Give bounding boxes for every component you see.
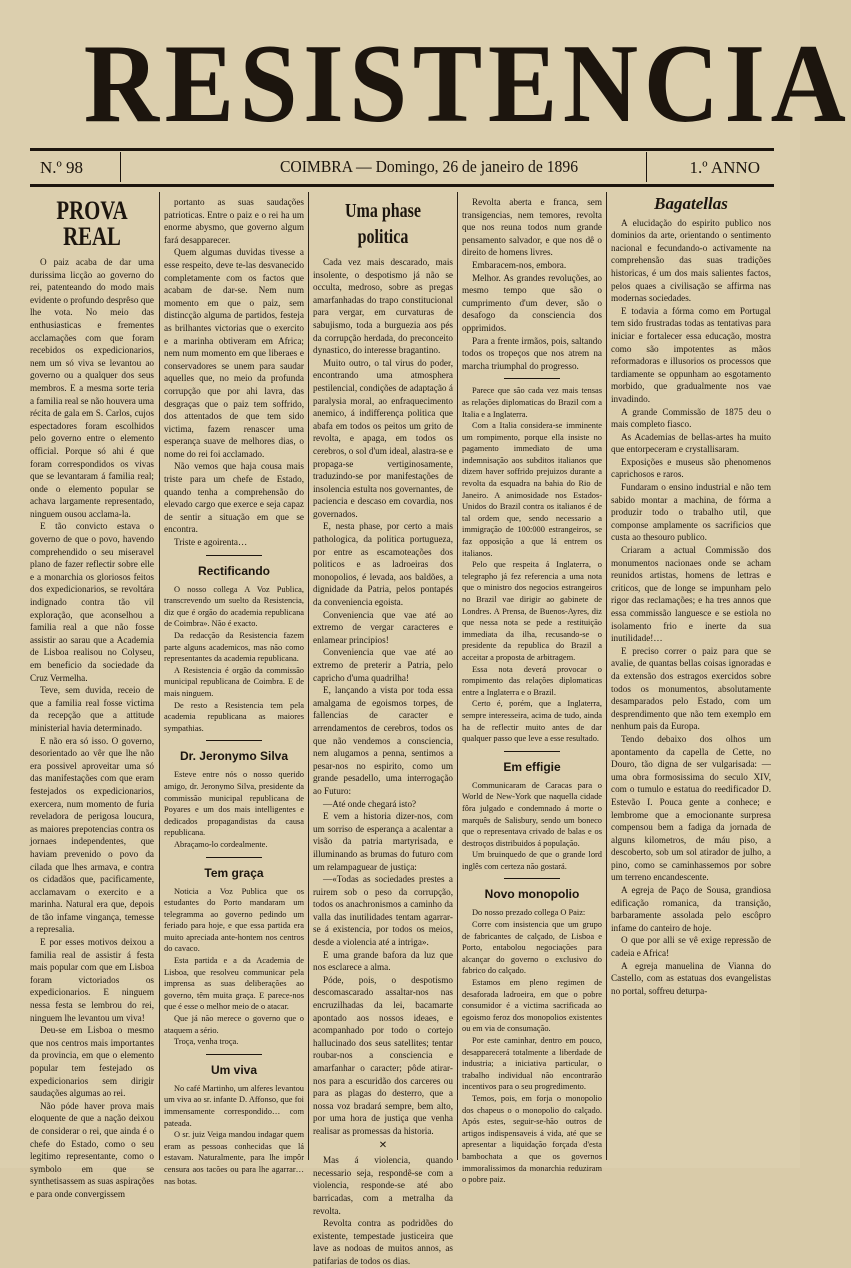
dateline <box>30 152 774 182</box>
paragraph: Que já não merece o governo que o ataquem a sério. <box>164 1014 304 1035</box>
paragraph: —Até onde chegará isto? <box>323 798 417 809</box>
paragraph: E por esses motivos deixou a familia real de assistir á festa mais popular com que em Lisboa foram victoriados os expedicionarios. E ninguem nessa festa se lembrou do rei, ninguem lhe levantou um viva! <box>30 937 154 1023</box>
column-divider <box>308 192 309 1160</box>
paragraph: A egreja manuelina de Vianna do Castello, com as estatuas dos evangelistas no portal, soffreu deturpa- <box>611 960 771 996</box>
paragraph: Muito outro, o tal virus do poder, encontrando uma atmosphera pestilencial, condições de adaptação á paralysia moral, ao enfraquecimento anemico, á indifferença politica que abafa em todos os peitos um grito de revolta, e apaga, em todos os cerebros, o sol d'um ideal, alastra-se e propaga-se vertiginosamente, traduzindo-se por manifestações de insolencia estulta nos governantes, de paciencia e descaso em covardia, nos governados. <box>313 357 453 519</box>
section-intro: Do nosso prezado collega O Paiz: <box>472 908 586 918</box>
paragraph: portanto as suas saudações patrioticas. Entre o paiz e o rei ha um enorme abysmo, que governo algum fará desapparecer. <box>164 197 304 245</box>
paragraph: Esteve entre nós o nosso querido amigo, dr. Jeronymo Silva, presidente da commissão municipal republicana de Poyares e um dos mais intelligentes e dedicados propagandistas da causa republicana. <box>164 770 304 838</box>
dateline-divider <box>120 152 121 182</box>
paragraph: A Resistencia é orgão da commissão municipal republicana de Coimbra. E de mais ninguem. <box>164 665 304 698</box>
section-heading: Em effigie <box>503 759 561 774</box>
section-divider <box>206 857 262 858</box>
paragraph: Essa nota deverá provocar o rompimento das relações diplomaticas entre a Inglaterra e o Brazil. <box>462 664 602 697</box>
paragraph: Deu-se em Lisboa o mesmo que nos centros mais importantes da provincia, em que o elemento popular tem festejado os expedicionarios sem dirigir saudações algumas ao rei. <box>30 1025 154 1099</box>
paragraph: Da redacção da Resistencia fazem parte alguns academicos, mas não como representantes da academia republicana. <box>164 631 304 664</box>
paragraph: Estamos em pleno regimen de desaforada ladroeira, em que o pobre consumidor é a victima sacrificada ao egoismo feroz dos monopolios existentes ou em via de consumação. <box>462 978 602 1034</box>
paragraph: Teve, sem duvida, receio de que a familia real fosse victima da recepção que a attitude ministerial havia determinado. <box>30 685 154 733</box>
section-heading: Rectificando <box>197 563 270 578</box>
paragraph: Corre com insistencia que um grupo de fabricantes de calçado, de Lisboa e Porto, entabolou negociações para alcançar do governo o exclusivo do fabrico do calçado. <box>462 920 602 976</box>
paragraph: Não vemos que haja cousa mais triste para um chefe de Estado, quando tenha a comprehensão do elevado cargo que exerce e seja capaz de sentir a situação em que se encontra. <box>164 461 304 535</box>
paragraph: Para a frente irmãos, pois, saltando todos os tropeços que nos atrem na marcha triumphal do progresso. <box>462 335 602 371</box>
paragraph: E, lançando a vista por toda essa amalgama de egoismos torpes, de fallencias de caracter e arrendamentos de cerebros, todos os que não vendemos a consciencia, nem alugamos a penna, sentimos a pesar-nos no espirito, como um grande pesadello, uma interrogação ao Futuro: <box>313 685 453 796</box>
paragraph: Tendo debaixo dos olhos um apontamento da capella de Cette, no Douro, tão digna de ser vulgarisada: —uma obra formosissima do seculo XIV, com o tumulo e estatua do reedificador D. Estevão I. Pouca gente a conhece; e lembrome que a emocionante surpresa compensou bem a fadiga da jornada de alguns kilometros, de máu piso, a descoberto, sob um sol atirador de julho, a pino, como se caminhassemos por sobre um terreno encandescente. <box>611 733 771 883</box>
paragraph: E não era só isso. O governo, desorientado ao vêr que lhe não era possivel aproveitar uma só das manifestações com que eram festejados os expedicionarios, exercera, num momento de furia reveladora de perigosa loucura, as maiores prepotencias contra os jornaes independentes, que haviam prevenido o povo da cilada que lhes armava, e contra os cidadãos que, pacificamente, acclamavam o exercito e a marinha. Natural era que, depois de tão infame vingança, temesse a represalia. <box>30 735 154 935</box>
paragraph: Abraçamo-lo cordealmente. <box>174 839 268 849</box>
paragraph: A grande Commissão de 1875 deu o mais completo fiasco. <box>611 406 771 430</box>
paragraph: O que por alli se vê exige repressão de cadeia e Africa! <box>611 935 771 959</box>
paragraph: Revolta contra as podridões do existente, tempestade justiceira que lave as nodoas de muitos annos, as patifarias de todos os dias. <box>313 1218 453 1266</box>
article-heading: PROVA REAL <box>56 196 128 251</box>
paragraph: Certo é, porém, que a Inglaterra, sempre interesseira, acima de tudo, ainda ha de reflectir muito antes de dar qualquer passo que leve a esse resultado. <box>462 699 602 744</box>
paragraph: Quem algumas duvidas tivesse a esse respeito, deve te-las desvanecido completamente com os factos que acabam de dar-se. Nem num momento em que o paiz, sem distincção alguma de partidos, festeja as brilhantes victorias que o exercito e a marinha obtiveram em Africa; nem num momento em que liberaes e conservadores se unem para saudar aquelles que, no meio da profunda corrupção que por ahi lavra, das desgraças que o paiz tem soffrido, dos attentados de que tem sido victima, fazem renascer uma esperança suave de melhores dias, o nome do rei foi acclamado. <box>164 247 304 459</box>
column-4 <box>462 196 602 1185</box>
article-heading: Uma phase politica <box>344 200 421 248</box>
section-divider <box>504 878 560 879</box>
article-uma-phase-politica <box>313 196 453 1266</box>
paragraph: O nosso collega A Voz Publica, transcrevendo um suelto da Resistencia, diz que é orgão do academia republicana de Coimbra». Não é exacto. <box>164 584 304 629</box>
paragraph: Embaracem-nos, embora. <box>472 259 567 270</box>
column-divider <box>457 192 458 1160</box>
paragraph: Com a Italia considera-se imminente um rompimento, porque ella insiste no pagamento immediato de uma indemnisação aos subditos italianos que dizem haver soffrido prejuizos durante a revolta da esquadra na bahia do Rio de Janeiro. A animosidade nos Estados-Unidos do Brazil contra os italianos é de tal ordem que, sendo necessario a immigração de 100:000 estrangeiros, se faz opposição a que lá entrem os italianos. <box>462 421 602 558</box>
paragraph: Triste e agoirenta… <box>174 537 248 548</box>
paragraph: Mas á violencia, quando necessario seja, respondê-se com a violencia, responde-se até abo barricadas, com a metralha da revolta. <box>313 1155 453 1216</box>
section-heading: Novo monopolio <box>484 887 580 902</box>
header-rule-top <box>30 148 774 151</box>
paragraph: Póde, pois, o despotismo descomascarado assaltar-nos nas encruzilhadas da lei, bacamarte apontado aos nossos ideaes, e acompanhado por todo o cortejo hallucinado dos seus satellites; tentar roubar-nos a consciencia e amarfanhar o caracter; pôde atirar-nos para a escuridão dos carceres ou para as plagas do desterro, que a nossa voz bradará sempre, bem alto, por uma hora de justiça que venha realisar as promessas da historia. <box>313 974 453 1136</box>
paragraph: Communicaram de Caracas para o World de New-York que naquella cidade fôra julgado e condemnado á morte o marquês de Salisbury, sendo um boneco que o representava crivado de balas e os destroços distribuidos á população. <box>462 780 602 848</box>
volume-year: 1.º ANNO <box>689 158 760 177</box>
paragraph: O sr. juiz Veiga mandou indagar quem eram as pessoas conhecidas que lá estavam. Naturalmente, para lhe impôr censura aos tacões ou para lhe agarrar… nas botas. <box>164 1130 304 1186</box>
paragraph: Parece que são cada vez mais tensas as relações diplomaticas do Brazil com a Italia e a Inglaterra. <box>462 386 602 419</box>
paragraph: Revolta aberta e franca, sem transigencias, nem temores, revolta que nos reuna todos num grande pensamento salvador, e que nos dê o direito de homens livres. <box>462 197 602 258</box>
paragraph: Por este caminhar, dentro em pouco, desapparecerá totalmente a liberdade de industria; a iniciativa particular, o trabalho individual não encontrarão incentivos para o seu progredimento. <box>462 1036 602 1092</box>
paragraph: E preciso correr o paiz para que se avalie, de quantas bellas coisas ignoradas e da extensão dos estragos exercidos sobre todos os monumentos, absolutamente desamparados pelo Estado, com um desprendimento que não tem exemplo em nenhum pais da Europa. <box>611 645 771 732</box>
paragraph: A egreja de Paço de Sousa, grandiosa edificação romanica, da transição, barbaramente assolada pelo escôpro infame do canteiro de hoje. <box>611 885 771 933</box>
column-divider <box>159 192 160 1160</box>
section-ornament: ✕ <box>378 1139 388 1151</box>
paragraph: O paiz acaba de dar uma durissima licção ao governo do rei, patenteando do modo mais evidente o profundo desprêso que lhe vota. No meio das enthusiasticas e frementes acclamações com que foram recebidos os expedicionarios, nem um só viva se levantou ao governo ou a qualquer dos seus membros. E a mesma sorte teria a familia real se não houvera uma récita de gala em S. Carlos, cujos espectadores foram escolhidos pelo governo entre o elemento official. Porque só ahi é que foram correspondidos os vivas que se levantaram á familia real; onde o elemento popular se achava largamente representado, ninguem ousou acclama-la. <box>30 257 154 519</box>
paragraph: —«Todas as sociedades prestes a ruirem sob o peso da corrupção, todos os anachronismos a caminho da valla das inutilidades tentam agarrar-se á existencia, por todos os meios, desde a violencia até a intriga». <box>313 874 453 948</box>
paragraph: Esta partida e a da Academia de Lisboa, que resolveu communicar pela imprensa as suas deliberações ao governo, têm muita graça. E parece-nos que é esse o melhor meio de o atacar. <box>164 956 304 1012</box>
paragraph: A elucidação do espirito publico nos dominios da arte, orientando o sentimento nacional e fecundando-o activamente na comprehensão das suas tradições historicas, é um dos mais salientes factos, pelos quaes a civilisação se affirma nas modernas sociedades. <box>611 217 771 304</box>
paragraph: Exposições e museus são phenomenos caprichosos e raros. <box>611 456 771 480</box>
article-heading: Bagatellas <box>654 194 728 213</box>
paragraph: E vem a historia dizer-nos, com um sorriso de esperança a acalentar a visão da patria martyrisada, e illuminando as brumas do futuro com um relampaguear de justiça: <box>313 811 453 872</box>
column-divider <box>606 192 607 1160</box>
section-heading: Tem graça <box>204 865 264 880</box>
section-heading: Um viva <box>210 1062 258 1077</box>
paragraph: Temos, pois, em forja o monopolio dos chapeus o o monopolio do calçado. Após estes, seguir-se-hão outros de artigos indispensaveis á vida, até que se apresentar a liquidação forçada d'esta bambochata a que os governos immoralissimos da monarchia reduziram o pobre paiz. <box>462 1093 602 1185</box>
paragraph: Um bruinquedo de que o grande lord inglês com certeza não gostará. <box>462 850 602 871</box>
masthead-title: RESISTENCIA <box>83 22 851 146</box>
paragraph: No café Martinho, um alferes levantou um viva ao sr. infante D. Affonso, que foi immensamente correspondido… com pateada. <box>164 1083 304 1128</box>
paragraph: Pelo que respeita á Inglaterra, o telegrapho já fez referencia a uma nota que o ministro dos negocios estrangeiros no Brazil vae dirigir ao gabinete de Londres. A Prensa, de Buenos-Ayres, diz que nessa nota se pede a restituição immediata da ilha, recusando-se o presidente da republica do Brazil a acceitar a proposta de arbitragem. <box>462 560 602 662</box>
paragraph: Conveniencia que vae até ao extremo de preterir a Patria, pelo capricho d'uma quadrilha! <box>313 647 453 683</box>
section-divider <box>206 555 262 556</box>
issue-number: N.º 98 <box>40 158 84 177</box>
paragraph: Conveniencia que vae até ao extremo de vergar caracteres e enlamear principios! <box>313 609 453 645</box>
article-prova-real <box>30 196 154 1199</box>
paragraph: De resto a Resistencia tem pela academia republicana as maiores sympathias. <box>164 700 304 733</box>
column-2 <box>164 196 304 1186</box>
paragraph: E, nesta phase, por certo a mais pathologica, da politica portugueza, por entre as escamoteações dos politicos e as ladroeiras dos monopolios, é levada, aos baldões, a dignidade da Patria, pelos pontapés da conveniencia egoista. <box>313 521 453 608</box>
section-divider <box>504 751 560 752</box>
paragraph: Não póde haver prova mais eloquente de que a nação deixou de considerar o rei, que ainda é o chefe do Estado, como o seu legitimo representante, como o symbolo em que se synthetisassem as suas aspirações e para onde convergissem <box>30 1100 154 1199</box>
article-bagatellas <box>611 196 771 1164</box>
paragraph: E todavia a fórma como em Portugal tem sido frustradas todas as tentativas para iniciar e fortalecer essa educação, mostra como são impotentes as mãos reformadoras e illusorios os processos que tardiamente se oppunham ao esgotamento morbido, que gradualmente nos vae invadindo. <box>611 305 771 404</box>
paragraph: E tão convicto estava o governo de que o povo, havendo comprehendido o seu miseravel plano de fazer reflectir sobre elle e a monarchia os gloriosos feitos dos expedicionarios, se revoltára indignado contra tão vil exploração, que aconselhou a familia real a que não fosse assistir ao sarau que a Academia de Lisboa realisou no Colyseu, em beneficio da sociedade da Cruz Vermelha. <box>30 521 154 683</box>
paragraph: Noticia a Voz Publica que os estudantes do Porto mandaram um telegramma ao governo pedindo um feriado para hoje, e que essa partida era muito apreciada ante-hontem nos centros do cavaco. <box>164 886 304 954</box>
section-divider <box>206 740 262 741</box>
paragraph: Melhor. As grandes revoluções, ao mesmo tempo que são o cumprimento d'um dever, são o desafogo da consciencia dos opprimidos. <box>462 272 602 333</box>
paragraph: Troça, venha troça. <box>174 1037 239 1047</box>
section-divider <box>504 378 560 379</box>
paragraph: As Academias de bellas-artes ha muito que entorpeceram e crystallisaram. <box>611 431 771 455</box>
section-divider <box>206 1054 262 1055</box>
paragraph: Cada vez mais descarado, mais insolente, o despotismo já não se occulta, medroso, sobre as pregas amarfanhadas do trapo constitucional para vergar, em curvaturas de sabujismo, toda a burguezia aos pés da corrupção herdada, do preconceito dynastico, do interesse bragantino. <box>313 257 453 356</box>
paragraph: Fundaram o ensino industrial e não tem sabido montar a machina, de fórma a produzir todo o trabalho util, que componse amplamente os sacrificios que custa ao thesouro publico. <box>611 482 771 543</box>
paragraph: Criaram a actual Commissão dos monumentos nacionaes onde se acham reunidos artistas, homens de lettras e criticos, que de longe se impunham pelo rigor das reclamações; e ha tres annos que essa commissão languesce e se estiola no isolamento frio e inerte da sua inutilidade!… <box>611 545 771 644</box>
dateline-divider <box>646 152 647 182</box>
section-heading: Dr. Jeronymo Silva <box>179 749 289 764</box>
header-rule-bottom <box>30 184 774 187</box>
city-date: COIMBRA — Domingo, 26 de janeiro de 1896 <box>280 157 579 176</box>
paragraph: E uma grande bafora da luz que nos esclarece a alma. <box>313 949 453 973</box>
